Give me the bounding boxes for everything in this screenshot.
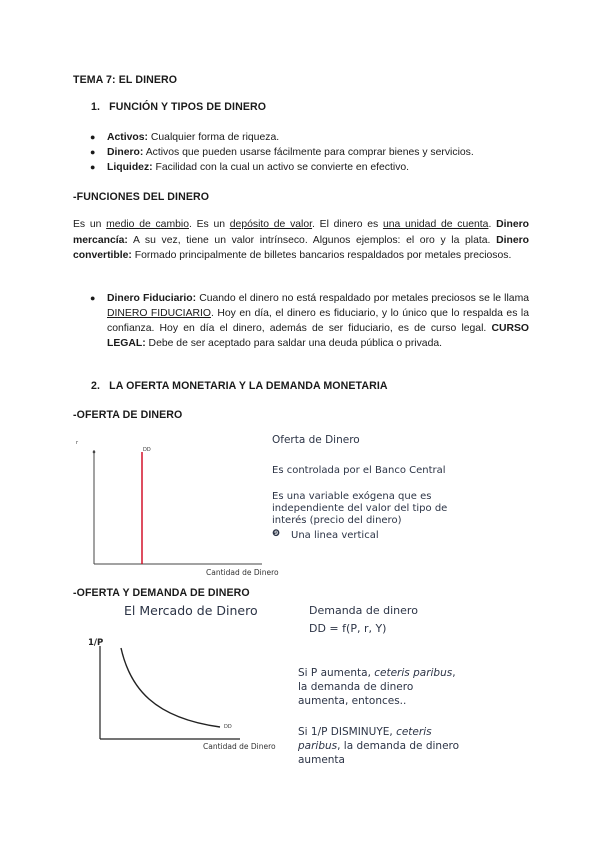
box-title: Oferta de Dinero <box>272 434 360 446</box>
supply-chart <box>72 432 272 580</box>
subsection-heading-funciones: -FUNCIONES DEL DINERO <box>73 191 210 203</box>
box-line-3: Una linea vertical <box>291 530 379 541</box>
chart-y-label: r <box>76 440 79 446</box>
chart-title: El Mercado de Dinero <box>124 603 258 618</box>
box-line-1: Es controlada por el Banco Central <box>272 465 446 476</box>
list-item: ● Activos: Cualquier forma de riqueza. <box>90 132 280 143</box>
chart-x-label: Cantidad de Dinero <box>203 742 276 751</box>
demand-title: Demanda de dinero <box>309 604 418 617</box>
section-heading-2: 2. LA OFERTA MONETARIA Y LA DEMANDA MONETARIA <box>91 380 388 392</box>
paragraph-funciones: Es un medio de cambio. Es un depósito de valor. El dinero es una unidad de cuenta. Dinero mercancía: A su vez, tiene un valor intrínseco. Algunos ejemplos: el oro y la plata. Dinero convertible: Formado principalmente de billetes bancarios respaldados por metales preciosos. <box>73 219 529 261</box>
axis-origin-mark <box>93 451 96 454</box>
box-bullet-icon: ❾ <box>272 529 281 539</box>
box-line-2: Es una variable exógena que es independiente del valor del tipo de interés (precio del dinero) <box>272 491 448 526</box>
list-item: ● Liquidez: Facilidad con la cual un activo se convierte en efectivo. <box>90 162 410 173</box>
chart-y-label: 1/P <box>88 638 104 648</box>
money-demand-curve <box>121 648 220 727</box>
demand-statement-2: Si 1/P DISMINUYE, ceteris paribus, la demanda de dinero aumenta <box>298 726 460 766</box>
page-title: TEMA 7: EL DINERO <box>73 74 178 86</box>
chart-x-label: Cantidad de Dinero <box>206 568 279 577</box>
bullet-icon: ● <box>90 293 96 303</box>
subsection-heading-demanda: -OFERTA Y DEMANDA DE DINERO <box>73 587 250 599</box>
figure-oferta <box>72 432 468 580</box>
bullet-icon: ● <box>90 132 96 142</box>
demand-statement-1: Si P aumenta, ceteris paribus, la demanda de dinero aumenta, entonces.. <box>298 667 456 707</box>
bullet-list-definitions <box>90 130 474 175</box>
bullet-icon: ● <box>90 162 96 172</box>
list-item: ● Dinero: Activos que pueden usarse fácilmente para comprar bienes y servicios. <box>90 147 474 158</box>
paragraph-fiduciario: Dinero Fiduciario: Cuando el dinero no está respaldado por metales preciosos se le llama DINERO FIDUCIARIO. Hoy en día, el dinero es fiduciario, y lo único que lo respalda es la confianza. Hoy en día el dinero, además de ser fiduciario, es de curso legal. CURSO LEGAL: Debe de ser aceptado para saldar una deuda pública o privada. <box>107 293 530 349</box>
chart-curve-label: DD <box>224 724 232 730</box>
chart-curve-label: DD <box>143 447 151 453</box>
section-heading-1: 1. FUNCIÓN Y TIPOS DE DINERO <box>91 101 267 113</box>
demand-formula: DD = f(P, r, Y) <box>309 622 387 635</box>
figure-demanda <box>72 600 468 772</box>
bullet-icon: ● <box>90 147 96 157</box>
subsection-heading-oferta: -OFERTA DE DINERO <box>73 409 183 421</box>
